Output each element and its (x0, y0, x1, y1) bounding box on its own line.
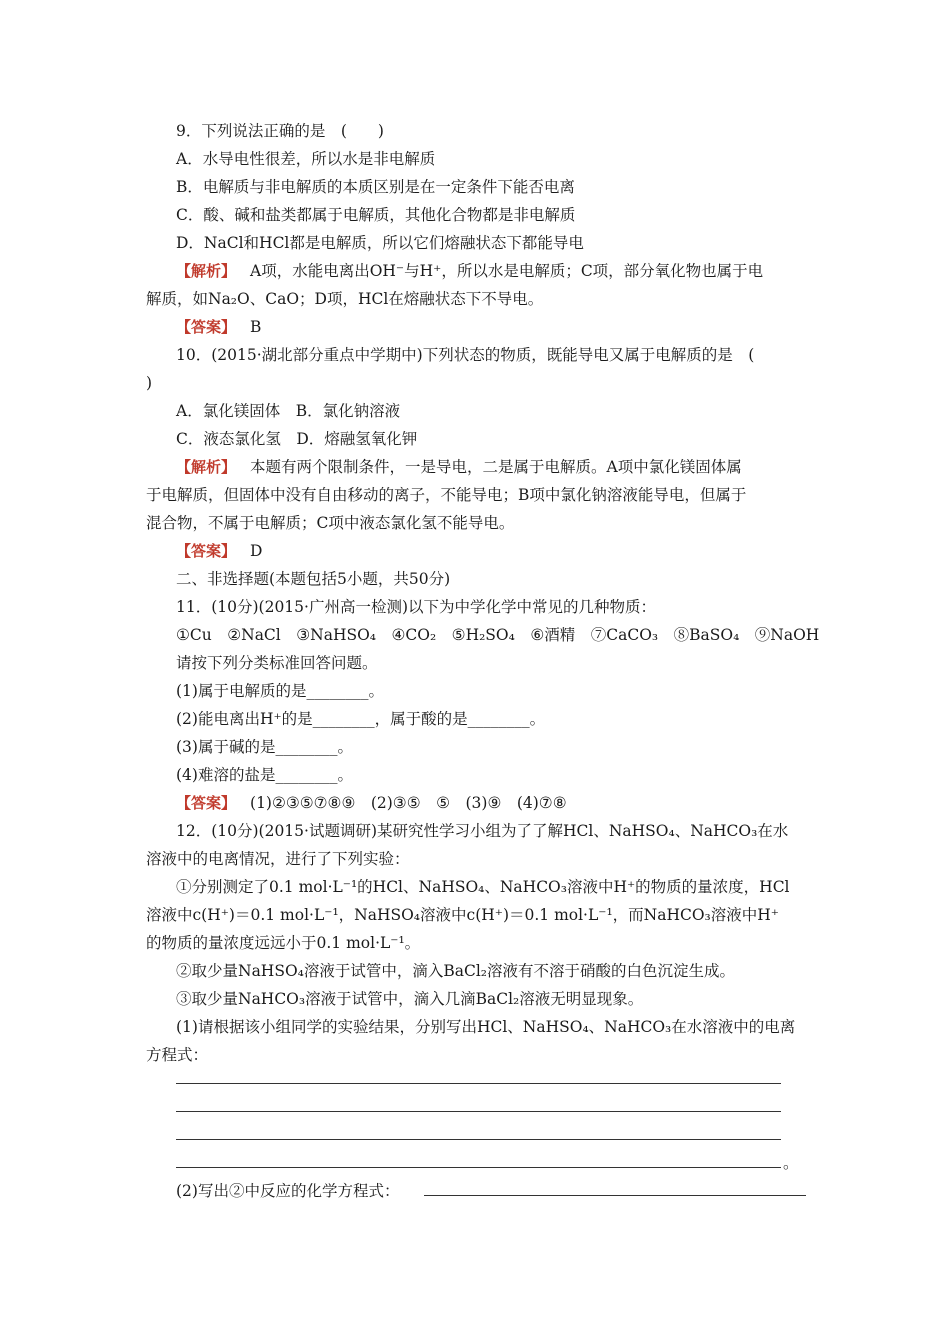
q9-option-b: B．电解质与非电解质的本质区别是在一定条件下能否电离 (176, 178, 575, 196)
q12-stem-cont: 溶液中的电离情况，进行了下列实验： (146, 850, 410, 868)
answer-blank-line[interactable] (176, 1167, 781, 1168)
q9-answer-value: B (250, 318, 262, 336)
q12-part-2: (2)写出②中反应的化学方程式： (176, 1182, 400, 1200)
q10-analysis-cont-2: 混合物，不属于电解质；C项中液态氯化氢不能导电。 (146, 514, 515, 532)
q12-part-1: (1)请根据该小组同学的实验结果，分别写出HCl、NaHSO₄、NaHCO₃在水溶液中的电离 (176, 1018, 796, 1036)
q10-analysis-cont-1: 于电解质，但固体中没有自由移动的离子，不能导电；B项中氯化钠溶液能导电，但属于 (146, 486, 747, 504)
q10-options-cd: C．液态氯化氢 D．熔融氢氧化钾 (176, 430, 418, 448)
answer-blank-line[interactable] (424, 1195, 806, 1196)
q11-instruction: 请按下列分类标准回答问题。 (176, 654, 378, 672)
q10-analysis-text: 本题有两个限制条件，一是导电，二是属于电解质。A项中氯化镁固体属 (250, 458, 742, 476)
q9-option-d: D．NaCl和HCl都是电解质，所以它们熔融状态下都能导电 (176, 234, 584, 252)
q9-option-c: C．酸、碱和盐类都属于电解质，其他化合物都是非电解质 (176, 206, 576, 224)
q12-experiment-2: ②取少量NaHSO₄溶液于试管中，滴入BaCl₂溶液有不溶于硝酸的白色沉淀生成。 (176, 962, 736, 980)
q9-answer (176, 317, 261, 337)
q12-stem: 12．(10分)(2015·试题调研)某研究性学习小组为了了解HCl、NaHSO₄、NaHCO₃在水 (176, 822, 789, 840)
q11-part-1: (1)属于电解质的是________。 (176, 682, 384, 700)
answer-tag: 【答案】 (176, 794, 237, 812)
q10-options-ab: A．氯化镁固体 B．氯化钠溶液 (176, 402, 401, 420)
q10-answer (176, 541, 262, 561)
q9-analysis (176, 261, 763, 281)
q11-part-2: (2)能电离出H⁺的是________，属于酸的是________。 (176, 710, 546, 728)
analysis-tag: 【解析】 (176, 458, 237, 476)
q11-part-3: (3)属于碱的是________。 (176, 738, 353, 756)
answer-blank-line[interactable] (176, 1083, 781, 1084)
q12-part-1-end: 。 (783, 1154, 799, 1172)
q12-experiment-1-cont-2: 的物质的量浓度远远小于0.1 mol·L⁻¹。 (146, 934, 421, 952)
q10-stem: 10．(2015·湖北部分重点中学期中)下列状态的物质，既能导电又属于电解质的是 ( (176, 346, 755, 364)
q12-experiment-1: ①分别测定了0.1 mol·L⁻¹的HCl、NaHSO₄、NaHCO₃溶液中H⁺的物质的量浓度，HCl (176, 878, 790, 896)
answer-tag: 【答案】 (176, 318, 237, 336)
q9-analysis-cont: 解质，如Na₂O、CaO；D项，HCl在熔融状态下不导电。 (146, 290, 544, 308)
q11-items: ①Cu ②NaCl ③NaHSO₄ ④CO₂ ⑤H₂SO₄ ⑥酒精 ⑦CaCO₃ ⑧BaSO₄ ⑨NaOH (176, 626, 820, 644)
q9-analysis-text: A项，水能电离出OH⁻与H⁺，所以水是电解质；C项，部分氧化物也属于电 (250, 262, 764, 280)
q9-stem: 9．下列说法正确的是 ( ) (176, 122, 384, 140)
q10-answer-value: D (250, 542, 263, 560)
answer-tag: 【答案】 (176, 542, 237, 560)
q10-analysis (176, 457, 742, 477)
section-title: 二、非选择题(本题包括5小题，共50分) (176, 570, 451, 588)
q11-part-4: (4)难溶的盐是________。 (176, 766, 353, 784)
q10-stem-cont: ) (146, 374, 153, 392)
q9-option-a: A．水导电性很差，所以水是非电解质 (176, 150, 436, 168)
q11-stem: 11．(10分)(2015·广州高一检测)以下为中学化学中常见的几种物质： (176, 598, 657, 616)
q12-experiment-3: ③取少量NaHCO₃溶液于试管中，滴入几滴BaCl₂溶液无明显现象。 (176, 990, 644, 1008)
analysis-tag: 【解析】 (176, 262, 237, 280)
answer-blank-line[interactable] (176, 1111, 781, 1112)
q11-answer-value: (1)②③⑤⑦⑧⑨ (2)③⑤ ⑤ (3)⑨ (4)⑦⑧ (250, 794, 567, 812)
q12-experiment-1-cont-1: 溶液中c(H⁺)＝0.1 mol·L⁻¹，NaHSO₄溶液中c(H⁺)＝0.1 mol·L⁻¹，而NaHCO₃溶液中H⁺ (146, 906, 779, 924)
answer-blank-line[interactable] (176, 1139, 781, 1140)
q12-part-1-cont: 方程式： (146, 1046, 209, 1064)
q11-answer (176, 793, 567, 813)
